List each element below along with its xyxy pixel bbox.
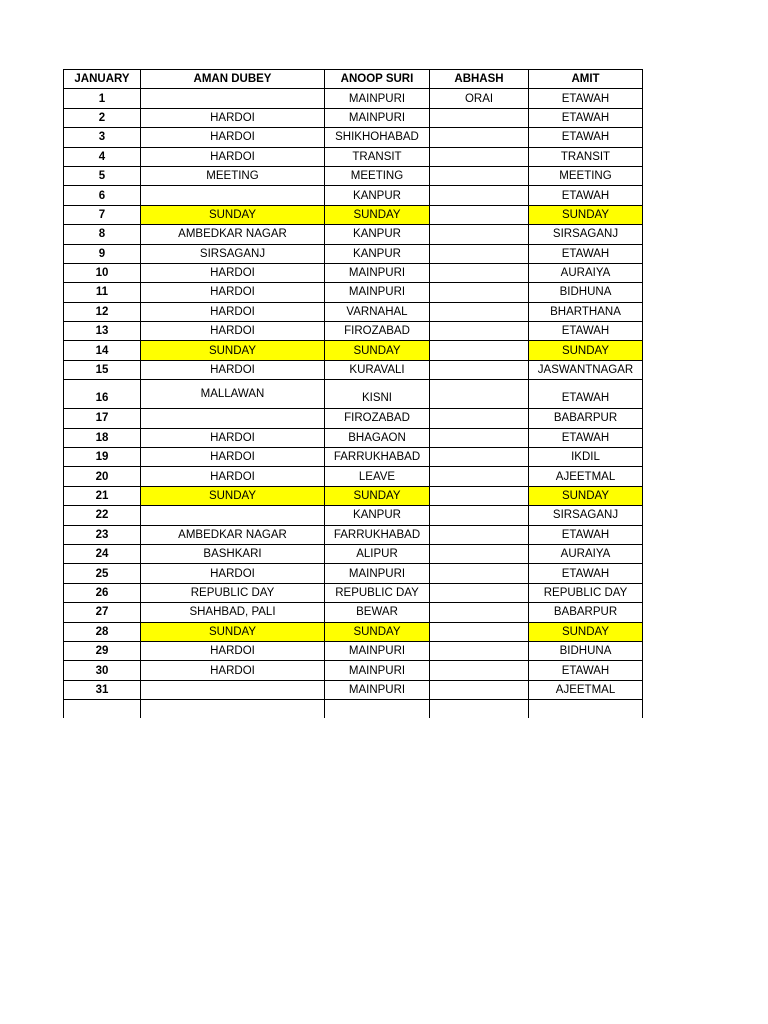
cell-anoop-suri: FARRUKHABAD <box>325 525 430 544</box>
table-body <box>64 89 643 718</box>
table-row <box>64 166 643 185</box>
day-cell: 28 <box>64 622 141 641</box>
table-row <box>64 341 643 360</box>
day-cell: 14 <box>64 341 141 360</box>
cell-aman-dubey: HARDOI <box>141 641 325 660</box>
cell-amit: REPUBLIC DAY <box>529 583 643 602</box>
cell-aman-dubey: HARDOI <box>141 467 325 486</box>
cell-anoop-suri: KANPUR <box>325 225 430 244</box>
day-cell: 29 <box>64 641 141 660</box>
day-cell: 7 <box>64 205 141 224</box>
day-cell: 31 <box>64 680 141 699</box>
cell-abhash <box>430 506 529 525</box>
cell-amit: BIDHUNA <box>529 641 643 660</box>
day-cell: 24 <box>64 544 141 563</box>
cell-abhash <box>430 564 529 583</box>
table-row <box>64 263 643 282</box>
cell-abhash <box>430 128 529 147</box>
cell-amit: AJEETMAL <box>529 467 643 486</box>
cell-amit: SUNDAY <box>529 205 643 224</box>
cell-aman-dubey <box>141 409 325 428</box>
table-row <box>64 128 643 147</box>
cell-anoop-suri: BHAGAON <box>325 428 430 447</box>
cell-abhash <box>430 583 529 602</box>
day-cell: 8 <box>64 225 141 244</box>
cell-abhash <box>430 341 529 360</box>
cell-aman-dubey: SUNDAY <box>141 622 325 641</box>
cell-anoop-suri: SUNDAY <box>325 341 430 360</box>
day-cell: 30 <box>64 661 141 680</box>
cell-aman-dubey: HARDOI <box>141 283 325 302</box>
header-abhash: ABHASH <box>430 70 529 89</box>
cell-abhash <box>430 544 529 563</box>
cell-amit: AURAIYA <box>529 263 643 282</box>
cell-anoop-suri: SHIKHOHABAD <box>325 128 430 147</box>
cell-aman-dubey: SHAHBAD, PALI <box>141 603 325 622</box>
empty-cell <box>529 700 643 719</box>
cell-amit: SIRSAGANJ <box>529 506 643 525</box>
cell-amit: ETAWAH <box>529 564 643 583</box>
day-cell: 25 <box>64 564 141 583</box>
cell-amit: ETAWAH <box>529 108 643 127</box>
cell-anoop-suri: MAINPURI <box>325 108 430 127</box>
table-row <box>64 525 643 544</box>
cell-abhash <box>430 409 529 428</box>
cell-abhash <box>430 467 529 486</box>
cell-anoop-suri: BEWAR <box>325 603 430 622</box>
cell-aman-dubey: SIRSAGANJ <box>141 244 325 263</box>
cell-amit: BIDHUNA <box>529 283 643 302</box>
day-cell: 11 <box>64 283 141 302</box>
cell-amit: SUNDAY <box>529 341 643 360</box>
cell-aman-dubey <box>141 680 325 699</box>
cell-aman-dubey: HARDOI <box>141 147 325 166</box>
cell-amit: BHARTHANA <box>529 302 643 321</box>
table-row <box>64 583 643 602</box>
cell-abhash <box>430 428 529 447</box>
table-row <box>64 225 643 244</box>
table-row <box>64 380 643 409</box>
cell-aman-dubey: SUNDAY <box>141 486 325 505</box>
day-cell: 21 <box>64 486 141 505</box>
cell-anoop-suri: MAINPURI <box>325 641 430 660</box>
cell-amit: ETAWAH <box>529 89 643 108</box>
table-row <box>64 89 643 108</box>
cell-amit: AJEETMAL <box>529 680 643 699</box>
cell-abhash: ORAI <box>430 89 529 108</box>
cell-aman-dubey: MALLAWAN <box>141 380 325 409</box>
header-row <box>64 70 643 89</box>
day-cell: 22 <box>64 506 141 525</box>
cell-amit: ETAWAH <box>529 186 643 205</box>
cell-anoop-suri: KANPUR <box>325 506 430 525</box>
cell-amit: ETAWAH <box>529 128 643 147</box>
cell-aman-dubey: HARDOI <box>141 263 325 282</box>
day-cell: 20 <box>64 467 141 486</box>
header-amit: AMIT <box>529 70 643 89</box>
cell-amit: ETAWAH <box>529 380 643 409</box>
cell-aman-dubey <box>141 186 325 205</box>
cell-anoop-suri: KANPUR <box>325 244 430 263</box>
cell-abhash <box>430 622 529 641</box>
day-cell: 13 <box>64 322 141 341</box>
day-cell: 9 <box>64 244 141 263</box>
day-cell: 27 <box>64 603 141 622</box>
day-cell: 12 <box>64 302 141 321</box>
cell-abhash <box>430 360 529 379</box>
table-row <box>64 186 643 205</box>
day-cell: 5 <box>64 166 141 185</box>
cell-aman-dubey: SUNDAY <box>141 341 325 360</box>
cell-amit: TRANSIT <box>529 147 643 166</box>
cell-anoop-suri: KURAVALI <box>325 360 430 379</box>
table-row <box>64 108 643 127</box>
cell-anoop-suri: MAINPURI <box>325 661 430 680</box>
cell-aman-dubey: MEETING <box>141 166 325 185</box>
cell-abhash <box>430 244 529 263</box>
table-row <box>64 544 643 563</box>
cell-aman-dubey: HARDOI <box>141 108 325 127</box>
day-cell: 4 <box>64 147 141 166</box>
cell-aman-dubey: AMBEDKAR NAGAR <box>141 225 325 244</box>
empty-cell <box>64 700 141 719</box>
cell-aman-dubey <box>141 506 325 525</box>
table-row <box>64 603 643 622</box>
empty-cell <box>141 700 325 719</box>
cell-aman-dubey: HARDOI <box>141 448 325 467</box>
cell-anoop-suri: SUNDAY <box>325 622 430 641</box>
cell-abhash <box>430 661 529 680</box>
table-row <box>64 302 643 321</box>
cell-anoop-suri: MAINPURI <box>325 680 430 699</box>
cell-abhash <box>430 186 529 205</box>
cell-aman-dubey: HARDOI <box>141 360 325 379</box>
cell-anoop-suri: VARNAHAL <box>325 302 430 321</box>
table-row <box>64 641 643 660</box>
day-cell: 23 <box>64 525 141 544</box>
cell-anoop-suri: KANPUR <box>325 186 430 205</box>
cell-amit: BABARPUR <box>529 409 643 428</box>
cell-abhash <box>430 283 529 302</box>
table-row <box>64 486 643 505</box>
table-row <box>64 680 643 699</box>
cell-aman-dubey <box>141 89 325 108</box>
table-row <box>64 205 643 224</box>
day-cell: 19 <box>64 448 141 467</box>
day-cell: 1 <box>64 89 141 108</box>
cell-anoop-suri: FIROZABAD <box>325 322 430 341</box>
cell-amit: MEETING <box>529 166 643 185</box>
cell-abhash <box>430 641 529 660</box>
table-row <box>64 564 643 583</box>
table-row <box>64 506 643 525</box>
cell-aman-dubey: AMBEDKAR NAGAR <box>141 525 325 544</box>
cell-amit: SUNDAY <box>529 622 643 641</box>
cell-anoop-suri: MEETING <box>325 166 430 185</box>
cell-anoop-suri: MAINPURI <box>325 564 430 583</box>
table-row <box>64 360 643 379</box>
cell-amit: BABARPUR <box>529 603 643 622</box>
cell-anoop-suri: MAINPURI <box>325 263 430 282</box>
day-cell: 15 <box>64 360 141 379</box>
table-row <box>64 322 643 341</box>
cell-abhash <box>430 302 529 321</box>
cell-abhash <box>430 108 529 127</box>
cell-aman-dubey: HARDOI <box>141 661 325 680</box>
cell-abhash <box>430 225 529 244</box>
cell-aman-dubey: HARDOI <box>141 302 325 321</box>
cell-amit: ETAWAH <box>529 322 643 341</box>
table-row <box>64 147 643 166</box>
cell-anoop-suri: ALIPUR <box>325 544 430 563</box>
table-row <box>64 244 643 263</box>
table-row <box>64 283 643 302</box>
day-cell: 18 <box>64 428 141 447</box>
header-january: JANUARY <box>64 70 141 89</box>
cell-amit: IKDIL <box>529 448 643 467</box>
table-row <box>64 448 643 467</box>
table-row <box>64 409 643 428</box>
cell-abhash <box>430 448 529 467</box>
cell-abhash <box>430 263 529 282</box>
cell-aman-dubey: HARDOI <box>141 428 325 447</box>
cell-anoop-suri: MAINPURI <box>325 89 430 108</box>
cell-amit: SIRSAGANJ <box>529 225 643 244</box>
cell-aman-dubey: REPUBLIC DAY <box>141 583 325 602</box>
cell-aman-dubey: HARDOI <box>141 564 325 583</box>
cell-abhash <box>430 322 529 341</box>
cell-amit: ETAWAH <box>529 661 643 680</box>
table-row <box>64 622 643 641</box>
cell-anoop-suri: LEAVE <box>325 467 430 486</box>
cell-amit: ETAWAH <box>529 525 643 544</box>
day-cell: 17 <box>64 409 141 428</box>
table-row <box>64 467 643 486</box>
day-cell: 26 <box>64 583 141 602</box>
cell-amit: AURAIYA <box>529 544 643 563</box>
cell-amit: JASWANTNAGAR <box>529 360 643 379</box>
cell-aman-dubey: SUNDAY <box>141 205 325 224</box>
empty-row <box>64 700 643 719</box>
cell-abhash <box>430 486 529 505</box>
empty-cell <box>325 700 430 719</box>
cell-anoop-suri: SUNDAY <box>325 205 430 224</box>
schedule-table <box>63 69 643 718</box>
table-row <box>64 661 643 680</box>
cell-anoop-suri: MAINPURI <box>325 283 430 302</box>
header-anoop-suri: ANOOP SURI <box>325 70 430 89</box>
cell-anoop-suri: REPUBLIC DAY <box>325 583 430 602</box>
day-cell: 6 <box>64 186 141 205</box>
cell-aman-dubey: HARDOI <box>141 322 325 341</box>
day-cell: 3 <box>64 128 141 147</box>
cell-abhash <box>430 166 529 185</box>
cell-anoop-suri: FIROZABAD <box>325 409 430 428</box>
cell-anoop-suri: TRANSIT <box>325 147 430 166</box>
table-row <box>64 428 643 447</box>
cell-aman-dubey: BASHKARI <box>141 544 325 563</box>
cell-amit: ETAWAH <box>529 244 643 263</box>
cell-anoop-suri: FARRUKHABAD <box>325 448 430 467</box>
cell-amit: SUNDAY <box>529 486 643 505</box>
cell-abhash <box>430 680 529 699</box>
day-cell: 10 <box>64 263 141 282</box>
cell-amit: ETAWAH <box>529 428 643 447</box>
cell-abhash <box>430 147 529 166</box>
day-cell: 2 <box>64 108 141 127</box>
cell-abhash <box>430 603 529 622</box>
cell-anoop-suri: KISNI <box>325 380 430 409</box>
cell-aman-dubey: HARDOI <box>141 128 325 147</box>
cell-abhash <box>430 525 529 544</box>
cell-abhash <box>430 205 529 224</box>
header-aman-dubey: AMAN DUBEY <box>141 70 325 89</box>
cell-anoop-suri: SUNDAY <box>325 486 430 505</box>
empty-cell <box>430 700 529 719</box>
day-cell: 16 <box>64 380 141 409</box>
cell-abhash <box>430 380 529 409</box>
